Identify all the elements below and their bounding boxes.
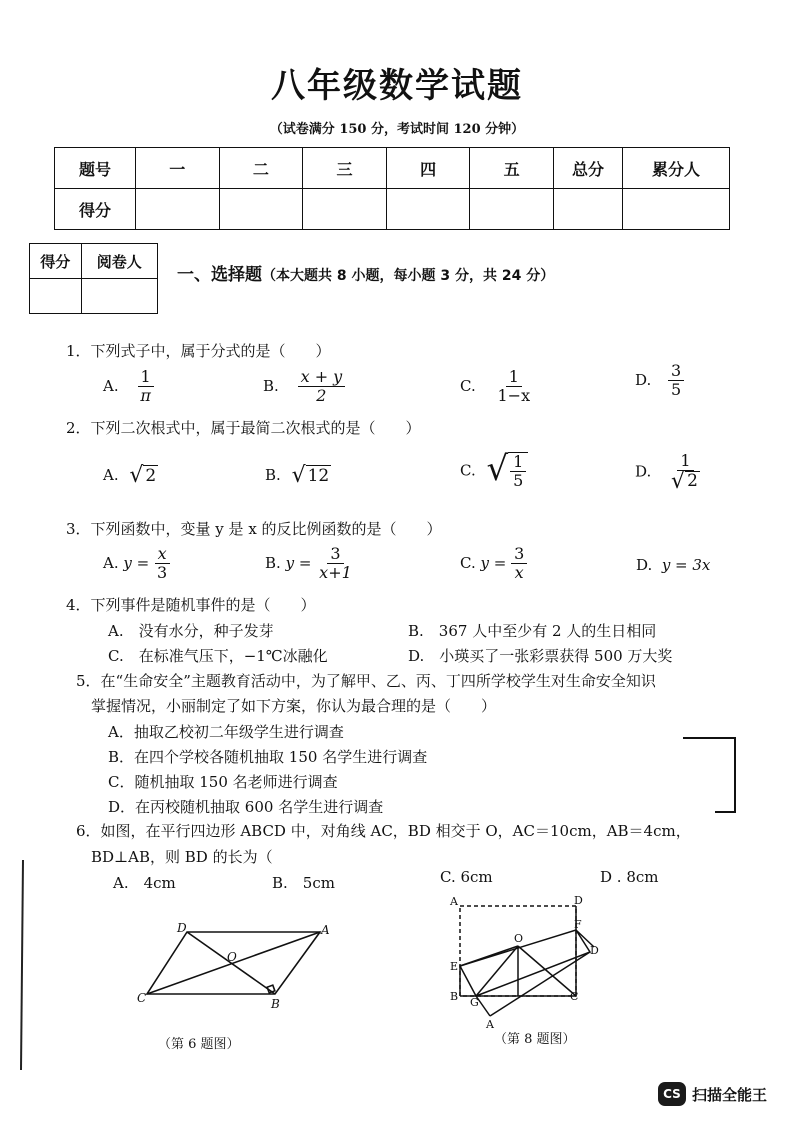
- fig8-label-a-bottom: A: [486, 1018, 494, 1031]
- q3-option-a: A. y = $\frac{x}{3}$: [103, 545, 170, 583]
- q3-option-b: B. y = $\frac{3}{x+1}$: [265, 544, 352, 583]
- fig8-label-o: O: [514, 932, 524, 945]
- scanner-watermark: [658, 1082, 767, 1106]
- q5-option-c: C．随机抽取 150 名老师进行调查: [108, 773, 338, 791]
- grader-score-label: 得分: [30, 244, 82, 279]
- score-cell-total: 总分: [554, 148, 623, 189]
- q3-option-d: D. y = 3x: [636, 556, 711, 574]
- q5-option-b: B．在四个学校各随机抽取 150 名学生进行调查: [108, 748, 428, 766]
- figure-q6-parallelogram: [135, 918, 345, 1018]
- score-entry[interactable]: [386, 189, 470, 230]
- fig8-label-g: G: [470, 996, 479, 1009]
- fig6-caption: （第 6 题图）: [158, 1037, 240, 1052]
- scan-bracket-mark: [675, 730, 745, 820]
- fig8-label-c: C: [570, 990, 579, 1003]
- score-entry[interactable]: [303, 189, 387, 230]
- score-entry[interactable]: [219, 189, 303, 230]
- score-entry[interactable]: [623, 189, 730, 230]
- q1-option-c: C. $\frac{1}{1-x}$: [460, 367, 531, 406]
- fig6-label-b: B: [271, 997, 280, 1011]
- fig8-label-d-top: D: [574, 894, 583, 907]
- q3-stem: 3．下列函数中，变量 y 是 x 的反比例函数的是（ ）: [66, 520, 442, 538]
- score-table: [54, 147, 730, 230]
- score-cell-2: 二: [219, 148, 303, 189]
- q1-stem: 1．下列式子中，属于分式的是（ ）: [66, 342, 331, 360]
- q4-option-c: C. 在标准气压下，−1℃冰融化: [108, 647, 328, 665]
- q6-option-d: D . 8cm: [600, 868, 659, 886]
- grader-name-entry[interactable]: [81, 279, 157, 314]
- q4-option-d: D. 小瑛买了一张彩票获得 500 万大奖: [408, 647, 673, 665]
- fig8-label-a-top: A: [450, 895, 458, 908]
- score-row-label: 得分: [55, 189, 136, 230]
- fig8-label-d-side: D: [590, 944, 599, 957]
- score-entry[interactable]: [554, 189, 623, 230]
- score-cell-tallier: 累分人: [623, 148, 730, 189]
- fig8-label-b: B: [450, 990, 459, 1003]
- grader-name-label: 阅卷人: [81, 244, 157, 279]
- fig6-label-c: C: [137, 991, 147, 1005]
- section-heading: [177, 260, 554, 285]
- score-cell-5: 五: [470, 148, 554, 189]
- grader-score-entry[interactable]: [30, 279, 82, 314]
- section-note: （本大题共 8 小题，每小题 3 分，共 24 分）: [262, 268, 555, 284]
- q2-option-c: C. √ $\frac{1}{5}$: [460, 452, 528, 491]
- grader-table: [29, 243, 158, 314]
- figure-q8-square-fold: [446, 892, 616, 1032]
- score-cell-3: 三: [303, 148, 387, 189]
- q1-option-a: A. $\frac{1}{\pi}$: [103, 368, 154, 406]
- q1-option-b: B. $\frac{x + y}{2}$: [263, 368, 345, 406]
- fig6-label-a: A: [321, 923, 330, 937]
- q5-option-a: A．抽取乙校初二年级学生进行调查: [108, 723, 344, 741]
- q4-stem: 4．下列事件是随机事件的是（ ）: [66, 596, 316, 614]
- q6-option-a: A. 4cm: [113, 874, 176, 892]
- score-cell-4: 四: [386, 148, 470, 189]
- score-entry[interactable]: [470, 189, 554, 230]
- q2-option-a: A. √ 2: [103, 463, 157, 488]
- section-title: 一、选择题: [177, 265, 262, 285]
- q5-stem-line2: 掌握情况，小丽制定了如下方案，你认为最合理的是（ ）: [91, 697, 497, 715]
- score-cell-1: 一: [136, 148, 220, 189]
- q2-stem: 2．下列二次根式中，属于最简二次根式的是（ ）: [66, 419, 421, 437]
- score-table-header-row: [55, 148, 730, 189]
- fig6-label-d: D: [177, 921, 187, 935]
- camscanner-logo-icon: CS: [658, 1082, 686, 1106]
- q6-option-b: B. 5cm: [272, 874, 335, 892]
- exam-subtitle: （试卷满分 150 分，考试时间 120 分钟）: [269, 122, 525, 137]
- exam-title: 八年级数学试题: [271, 66, 523, 106]
- q6-stem-line2: BD⊥AB，则 BD 的长为（: [91, 848, 273, 866]
- fig8-caption: （第 8 题图）: [494, 1032, 576, 1047]
- score-entry[interactable]: [136, 189, 220, 230]
- q2-option-b: B. √ 12: [265, 463, 330, 488]
- q6-stem-line1: 6．如图，在平行四边形 ABCD 中，对角线 AC，BD 相交于 O，AC＝10cm，AB＝4cm，: [76, 822, 691, 840]
- fig8-label-f: F: [574, 918, 582, 931]
- score-table-score-row: [55, 189, 730, 230]
- q4-option-a: A. 没有水分，种子发芽: [108, 622, 274, 640]
- margin-line-mark: [18, 860, 28, 1070]
- q3-option-c: C. y = $\frac{3}{x}$: [460, 545, 527, 583]
- q1-option-d: D. $\frac{3}{5}$: [635, 362, 684, 400]
- fig8-label-e: E: [450, 960, 459, 973]
- fig6-label-o: O: [227, 950, 237, 964]
- q5-stem-line1: 5．在“生命安全”主题教育活动中，为了解甲、乙、丙、丁四所学校学生对生命安全知识: [76, 672, 656, 690]
- scanner-app-name: 扫描全能王: [692, 1085, 768, 1104]
- score-cell-label: 题号: [55, 148, 136, 189]
- q5-option-d: D．在丙校随机抽取 600 名学生进行调查: [108, 798, 384, 816]
- q6-option-c: C. 6cm: [440, 868, 493, 886]
- q4-option-b: B. 367 人中至少有 2 人的生日相同: [408, 622, 657, 640]
- q2-option-d: D. 1 √ 2: [635, 451, 698, 495]
